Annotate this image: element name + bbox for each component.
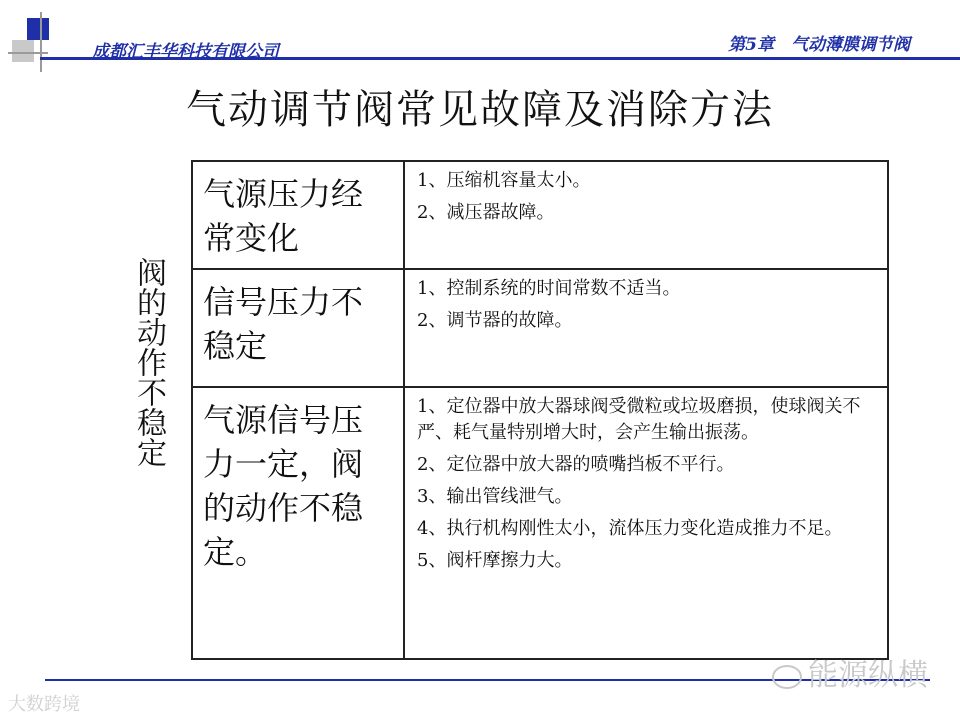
header-decoration-square-blue <box>27 18 49 40</box>
wechat-watermark <box>772 650 928 694</box>
cause-cell: 气源压力经常变化 <box>192 161 404 269</box>
page-title: 气动调节阀常见故障及消除方法 <box>186 87 774 133</box>
remedy-item: 1、控制系统的时间常数不适当。 <box>417 278 681 299</box>
table-row <box>192 269 888 387</box>
cause-cell: 信号压力不稳定 <box>192 269 404 387</box>
fault-table <box>191 160 889 660</box>
table-row <box>192 161 888 269</box>
remedy-cell <box>404 387 888 659</box>
header-decoration-horizontal-line <box>8 52 48 54</box>
corner-watermark: 大数跨境 <box>8 694 80 715</box>
remedy-cell <box>404 269 888 387</box>
remedy-item: 1、定位器中放大器球阀受微粒或垃圾磨损，使球阀关不严、耗气量特别增大时，会产生输出振荡。 <box>417 396 861 443</box>
side-label: 阀的动作不稳定 <box>131 257 166 467</box>
wechat-watermark-text: 能源纵横 <box>808 658 928 693</box>
remedy-item: 2、调节器的故障。 <box>417 310 573 331</box>
table-row <box>192 387 888 659</box>
wechat-bubble-icon <box>772 665 802 689</box>
chapter-title: 第5章 气动薄膜调节阀 <box>728 35 910 55</box>
company-name: 成都汇丰华科技有限公司 <box>92 42 279 62</box>
cause-cell: 气源信号压力一定，阀的动作不稳定。 <box>192 387 404 659</box>
remedy-cell <box>404 161 888 269</box>
header-decoration-vertical-line <box>40 12 42 72</box>
remedy-item: 1、压缩机容量太小。 <box>417 170 591 191</box>
remedy-item: 3、输出管线泄气。 <box>417 486 573 507</box>
remedy-item: 4、执行机构刚性太小，流体压力变化造成推力不足。 <box>417 518 843 539</box>
remedy-item: 5、阀杆摩擦力大。 <box>417 550 573 571</box>
remedy-item: 2、定位器中放大器的喷嘴挡板不平行。 <box>417 454 735 475</box>
header-decoration-square-gray <box>12 40 34 62</box>
remedy-item: 2、减压器故障。 <box>417 202 555 223</box>
